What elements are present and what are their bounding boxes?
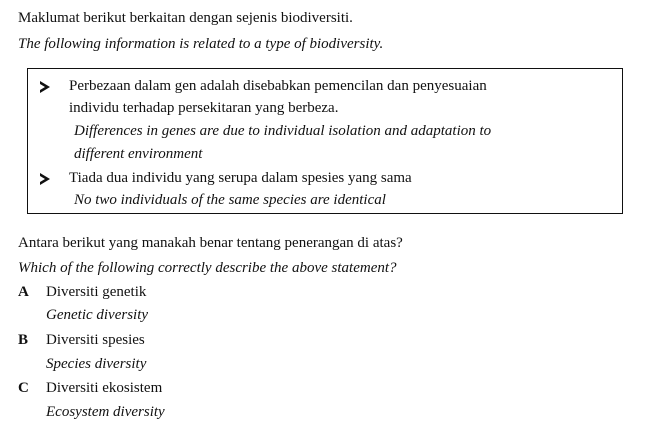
bullet-1-english-line-2: different environment [74,146,203,162]
option-a-letter: A [18,284,29,300]
option-c-letter: C [18,380,29,396]
bullet-1-malay-line-2: individu terhadap persekitaran yang berbeza. [69,100,339,116]
bullet-1-english-line-1: Differences in genes are due to individual isolation and adaptation to [74,123,492,139]
option-c-english: Ecosystem diversity [46,404,165,420]
bullet-2-malay-line-1: Tiada dua individu yang serupa dalam spesies yang sama [69,170,412,186]
option-a-malay: Diversiti genetik [46,284,147,300]
bullet-2-english-line-1: No two individuals of the same species are identical [74,192,386,208]
bullet-arrow-icon [40,173,50,185]
bullet-arrow-icon [40,81,50,93]
option-c-malay: Diversiti ekosistem [46,380,163,396]
option-b-english: Species diversity [46,356,147,372]
intro-malay: Maklumat berikut berkaitan dengan sejenis biodiversiti. [18,10,353,26]
bullet-1-malay-line-1: Perbezaan dalam gen adalah disebabkan pemencilan dan penyesuaian [69,78,487,94]
intro-english: The following information is related to a type of biodiversity. [18,36,384,52]
option-b-letter: B [18,332,29,348]
option-b-malay: Diversiti spesies [46,332,145,348]
option-a-english: Genetic diversity [46,307,149,323]
question-english: Which of the following correctly describe the above statement? [18,260,397,276]
question-malay: Antara berikut yang manakah benar tentang penerangan di atas? [18,235,403,251]
